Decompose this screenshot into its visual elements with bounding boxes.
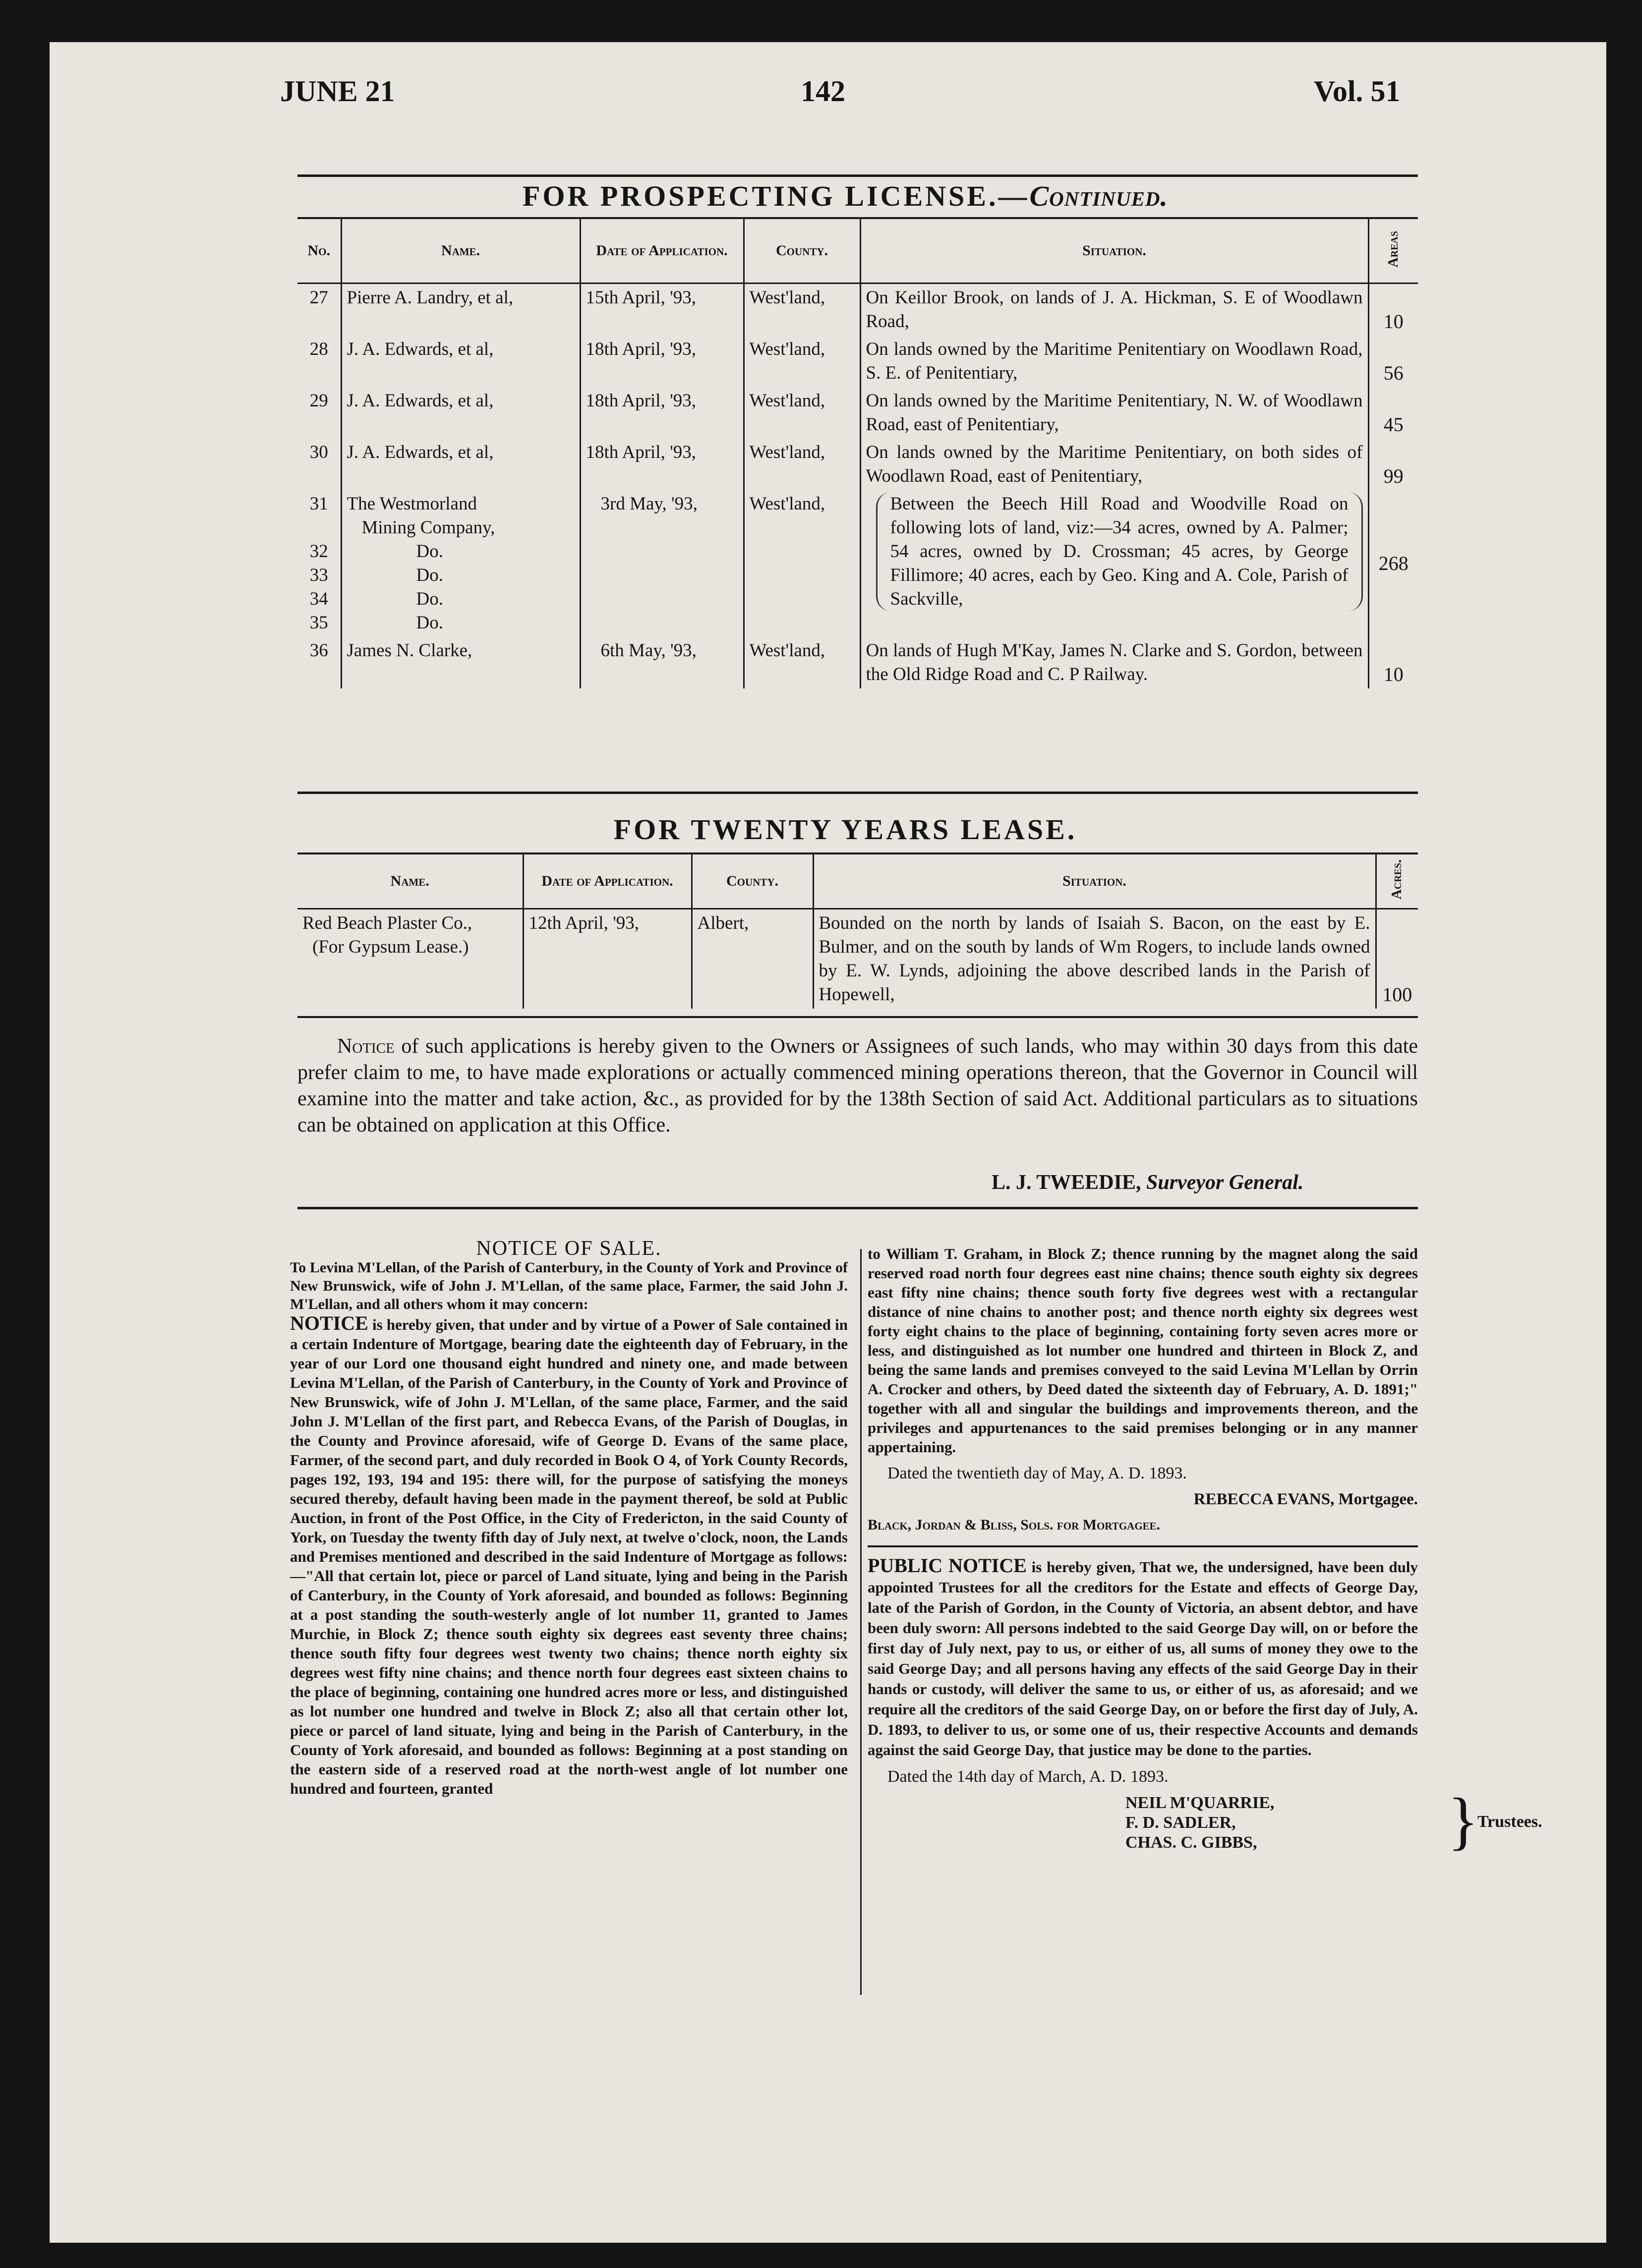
sale-solicitors: Black, Jordan & Bliss, Sols. for Mortgagee. (868, 1517, 1161, 1533)
sale-title: NOTICE OF SALE. (476, 1237, 662, 1260)
row-county: West'land, (744, 637, 860, 688)
group-name: Do. (416, 541, 443, 562)
col-name: Name. (341, 219, 580, 284)
group-no: 32 (309, 541, 328, 562)
row-county: West'land, (744, 490, 860, 637)
row-date: 18th April, '93, (580, 387, 744, 439)
section-divider (297, 1207, 1418, 1209)
row-county: West'land, (744, 284, 860, 336)
lease-name-line: (For Gypsum Lease.) (312, 937, 469, 957)
row-date: 3rd May, '93, (580, 490, 744, 637)
group-name: The Westmorland (347, 494, 477, 514)
public-notice-body (868, 1555, 1418, 1760)
col-county: County. (692, 854, 813, 909)
row-area: 10 (1368, 637, 1418, 688)
row-name: Pierre A. Landry, et al, (341, 284, 580, 336)
group-name: Do. (416, 589, 443, 609)
group-names (341, 490, 580, 637)
row-date: 6th May, '93, (580, 637, 744, 688)
notice-of-sale-left (290, 1239, 848, 1798)
row-situation: On lands owned by the Maritime Penitentiary, N. W. of Woodlawn Road, east of Penitentiary, (860, 387, 1368, 439)
header-page-number: 142 (801, 75, 845, 108)
table-row (297, 284, 1418, 336)
row-situation: On Keillor Brook, on lands of J. A. Hickman, S. E of Woodlawn Road, (860, 284, 1368, 336)
row-situation: On lands owned by the Maritime Penitentiary on Woodlawn Road, S. E. of Penitentiary, (860, 336, 1368, 387)
sale-dated: Dated the twentieth day of May, A. D. 1893. (887, 1464, 1187, 1482)
table-row (297, 637, 1418, 688)
group-name: Mining Company, (361, 517, 495, 538)
col-date: Date of Application. (580, 219, 744, 284)
lease-table (297, 854, 1418, 1009)
public-notice-text: is hereby given, That we, the undersigned, have been duly appointed Trustees for all the creditors for the Estate and effects of George Day, late of the Parish of Gordon, in the County of Victoria, an absent debtor, and have been duly sworn: All persons indebted to the said George Day will, on or before the first day of July next, pay to us, or either of us, all sums of money they owe to the said George Day; and all persons having any effects of the said George Day in their hands or custody, will deliver the same to us, or either of us, as aforesaid; and we require all the creditors of the said George Day, on or before the first day of July, A. D. 1893, to deliver to us, or some one of us, their respective Accounts and demands against the said George Day, that justice may be done to the parties. (868, 1558, 1418, 1758)
sale-lead: NOTICE (290, 1312, 368, 1334)
trustee-name: NEIL M'QUARRIE, (1125, 1794, 1275, 1812)
row-no: 27 (309, 287, 328, 308)
header-volume: Vol. 51 (1314, 75, 1401, 108)
row-area: 268 (1368, 490, 1418, 637)
surveyor-title: Surveyor General. (1146, 1171, 1304, 1194)
situation-brace: Between the Beech Hill Road and Woodville Road on following lots of land, viz:—34 acres, owned by A. Palmer; 54 acres, owned by D. Crossman; 45 acres, by George Fillimore; 40 acres, each by Geo. King and A. Cole, Parish of Sackville, (876, 492, 1363, 611)
col-no: No. (297, 219, 341, 284)
table-row (297, 336, 1418, 387)
row-situation: On lands of Hugh M'Kay, James N. Clarke and S. Gordon, between the Old Ridge Road and C. P Railway. (860, 637, 1368, 688)
group-name: Do. (416, 565, 443, 585)
prospecting-table (297, 219, 1418, 688)
row-name: J. A. Edwards, et al, (341, 336, 580, 387)
row-no: 36 (309, 640, 328, 661)
column-divider (860, 1249, 862, 1995)
col-situation: Situation. (813, 854, 1376, 909)
group-no: 31 (309, 494, 328, 514)
header-rule (297, 174, 1418, 177)
row-date: 18th April, '93, (580, 336, 744, 387)
table-row-group (297, 490, 1418, 637)
surveyor-signature (992, 1171, 1303, 1194)
row-situation: On lands owned by the Maritime Penitentiary, on both sides of Woodlawn Road, east of Penitentiary, (860, 439, 1368, 490)
general-notice-text: of such applications is hereby given to the Owners or Assignees of such lands, who may within 30 days from this date prefer claim to me, to have made explorations or actually commenced mining operations thereon, that the Governor in Council will examine into the matter and take action, &c., as provided for by the 138th Section of said Act. Additional particulars as to situations can be obtained on application at this Office. (297, 1035, 1418, 1136)
row-date: 18th April, '93, (580, 439, 744, 490)
col-areas (1368, 219, 1418, 284)
prospecting-title (273, 179, 1418, 213)
row-name: James N. Clarke, (341, 637, 580, 688)
col-areas-label: Areas (1385, 230, 1401, 268)
trustee-name: CHAS. C. GIBBS, (1125, 1833, 1257, 1852)
right-column-rule (868, 1545, 1418, 1547)
group-no: 33 (309, 565, 328, 585)
lease-bottom-rule (297, 1016, 1418, 1018)
row-name: J. A. Edwards, et al, (341, 439, 580, 490)
trustee-name: F. D. SADLER, (1125, 1814, 1236, 1832)
row-county: West'land, (744, 387, 860, 439)
surveyor-name: L. J. TWEEDIE, (992, 1171, 1141, 1194)
trustee-signatures (868, 1785, 1542, 1857)
sale-address: To Levina M'Lellan, of the Parish of Canterbury, in the County of York and Province of New Brunswick, wife of John J. M'Lellan, of the same place, Farmer, the said John J. M'Lellan, and all others whom it may concern: (290, 1259, 848, 1312)
group-no: 35 (309, 613, 328, 633)
prospecting-title-main: FOR PROSPECTING LICENSE.— (522, 180, 1030, 212)
row-name: J. A. Edwards, et al, (341, 387, 580, 439)
lease-name (297, 909, 523, 1009)
lease-title: FOR TWENTY YEARS LEASE. (613, 813, 1077, 846)
row-county: West'land, (744, 439, 860, 490)
prospecting-header-row (297, 219, 1418, 284)
row-no: 30 (309, 442, 328, 462)
table-row (297, 387, 1418, 439)
col-name: Name. (297, 854, 523, 909)
general-notice-lead: Notice (337, 1035, 395, 1058)
public-notice-lead: PUBLIC NOTICE (868, 1554, 1027, 1577)
sale-body-right: to William T. Graham, in Block Z; thence running by the magnet along the said reserved road north four degrees east nine chains; thence south eighty six degrees east fifty nine chains; thence south forty five degrees west with a rectangular distance of nine chains to another post; and thence north eighty six degrees west forty eight chains to the place of beginning, containing forty seven acres more or less, and distinguished as lot number one hundred and thirteen in Block Z, and being the same lands and premises conveyed to the said Levina M'Lellan by Orrin A. Crocker and others, by Deed dated the sixteenth day of February, A. D. 1891;" together with all and singular the buildings and improvements thereon, and the privileges and appurtenances to the said premises belonging or in any manner appertaining. (868, 1245, 1418, 1456)
group-no: 34 (309, 589, 328, 609)
lease-header-row (297, 854, 1418, 909)
trustees-label: Trustees. (1477, 1813, 1542, 1831)
row-date: 15th April, '93, (580, 284, 744, 336)
general-notice (297, 1033, 1418, 1138)
row-no: 28 (309, 339, 328, 359)
prospecting-bottom-rule (297, 792, 1418, 794)
sale-signature: REBECCA EVANS, Mortgagee. (1193, 1490, 1418, 1508)
lease-situation: Bounded on the north by lands of Isaiah S. Bacon, on the east by E. Bulmer, and on the south by lands of Wm Rogers, to include lands owned by E. W. Lynds, adjoining the above described lands in the Parish of Hopewell, (813, 909, 1376, 1009)
col-county: County. (744, 219, 860, 284)
row-no: 29 (309, 391, 328, 411)
prospecting-title-continued: Continued. (1029, 180, 1169, 212)
group-no (302, 516, 336, 540)
row-area: 99 (1368, 439, 1418, 490)
row-area: 10 (1368, 284, 1418, 336)
table-row (297, 909, 1418, 1009)
notice-of-sale-right (868, 1244, 1542, 1857)
row-area: 45 (1368, 387, 1418, 439)
row-situation (860, 490, 1368, 637)
public-notice-dated: Dated the 14th day of March, A. D. 1893. (887, 1767, 1169, 1786)
table-row (297, 439, 1418, 490)
col-acres (1376, 854, 1418, 909)
lease-acres: 100 (1376, 909, 1418, 1009)
header-date: JUNE 21 (280, 75, 395, 108)
sale-body-text: is hereby given, that under and by virtue of a Power of Sale contained in a certain Indenture of Mortgage, bearing date the eighteenth day of February, in the year of our Lord one thousand eight hundred and ninety one, and made between Levina M'Lellan, of the Parish of Canterbury, in the County of York and Province of New Brunswick, wife of John J. M'Lellan, of the same place, Farmer, and the said John J. M'Lellan of the first part, and Rebecca Evans, of the Parish of Douglas, in the County and Province aforesaid, wife of George D. Evans of the same place, Farmer, of the second part, and duly recorded in Book O 4, of York County Records, pages 192, 193, 194 and 195: there will, for the purpose of satisfying the moneys secured thereby, default having been made in the payment thereof, be sold at Public Auction, in front of the Post Office, in the City of Fredericton, in the said County of York, on Tuesday the twenty fifth day of July next, at twelve o'clock, noon, the Lands and Premises mentioned and described in the said Indenture of Mortgage as follows:—"All that certain lot, piece or parcel of Land situate, lying and being in the Parish of Canterbury, in the County of York aforesaid, and bounded as follows: Beginning at a post standing the south-westerly angle of lot number 11, granted to James Murchie, in Block Z; thence south eighty six degrees east seventy three chains; thence south fifty four degrees west twenty two chains; thence north eighty six degrees west fifty nine chains; and thence north four degrees east sixteen chains to the place of beginning, containing one hundred acres more or less, and distinguished as lot number one hundred and twelve in Block Z; also all that certain other lot, piece or parcel of land situate, lying and being in the Parish of Canterbury, in the County of York aforesaid, and bounded as follows: Beginning at a post standing on the eastern side of a reserved road at the north-west angle of lot number one hundred and fourteen, granted (290, 1316, 848, 1797)
col-acres-label: Acres. (1389, 859, 1405, 900)
lease-date: 12th April, '93, (523, 909, 692, 1009)
lease-name-line: Red Beach Plaster Co., (302, 913, 472, 933)
col-date: Date of Application. (523, 854, 692, 909)
group-name: Do. (416, 613, 443, 633)
col-situation: Situation. (860, 219, 1368, 284)
trustee-brace: } (1448, 1785, 1479, 1857)
lease-county: Albert, (692, 909, 813, 1009)
sale-body-left (290, 1313, 848, 1798)
row-county: West'land, (744, 336, 860, 387)
group-nos (297, 490, 341, 637)
row-area: 56 (1368, 336, 1418, 387)
